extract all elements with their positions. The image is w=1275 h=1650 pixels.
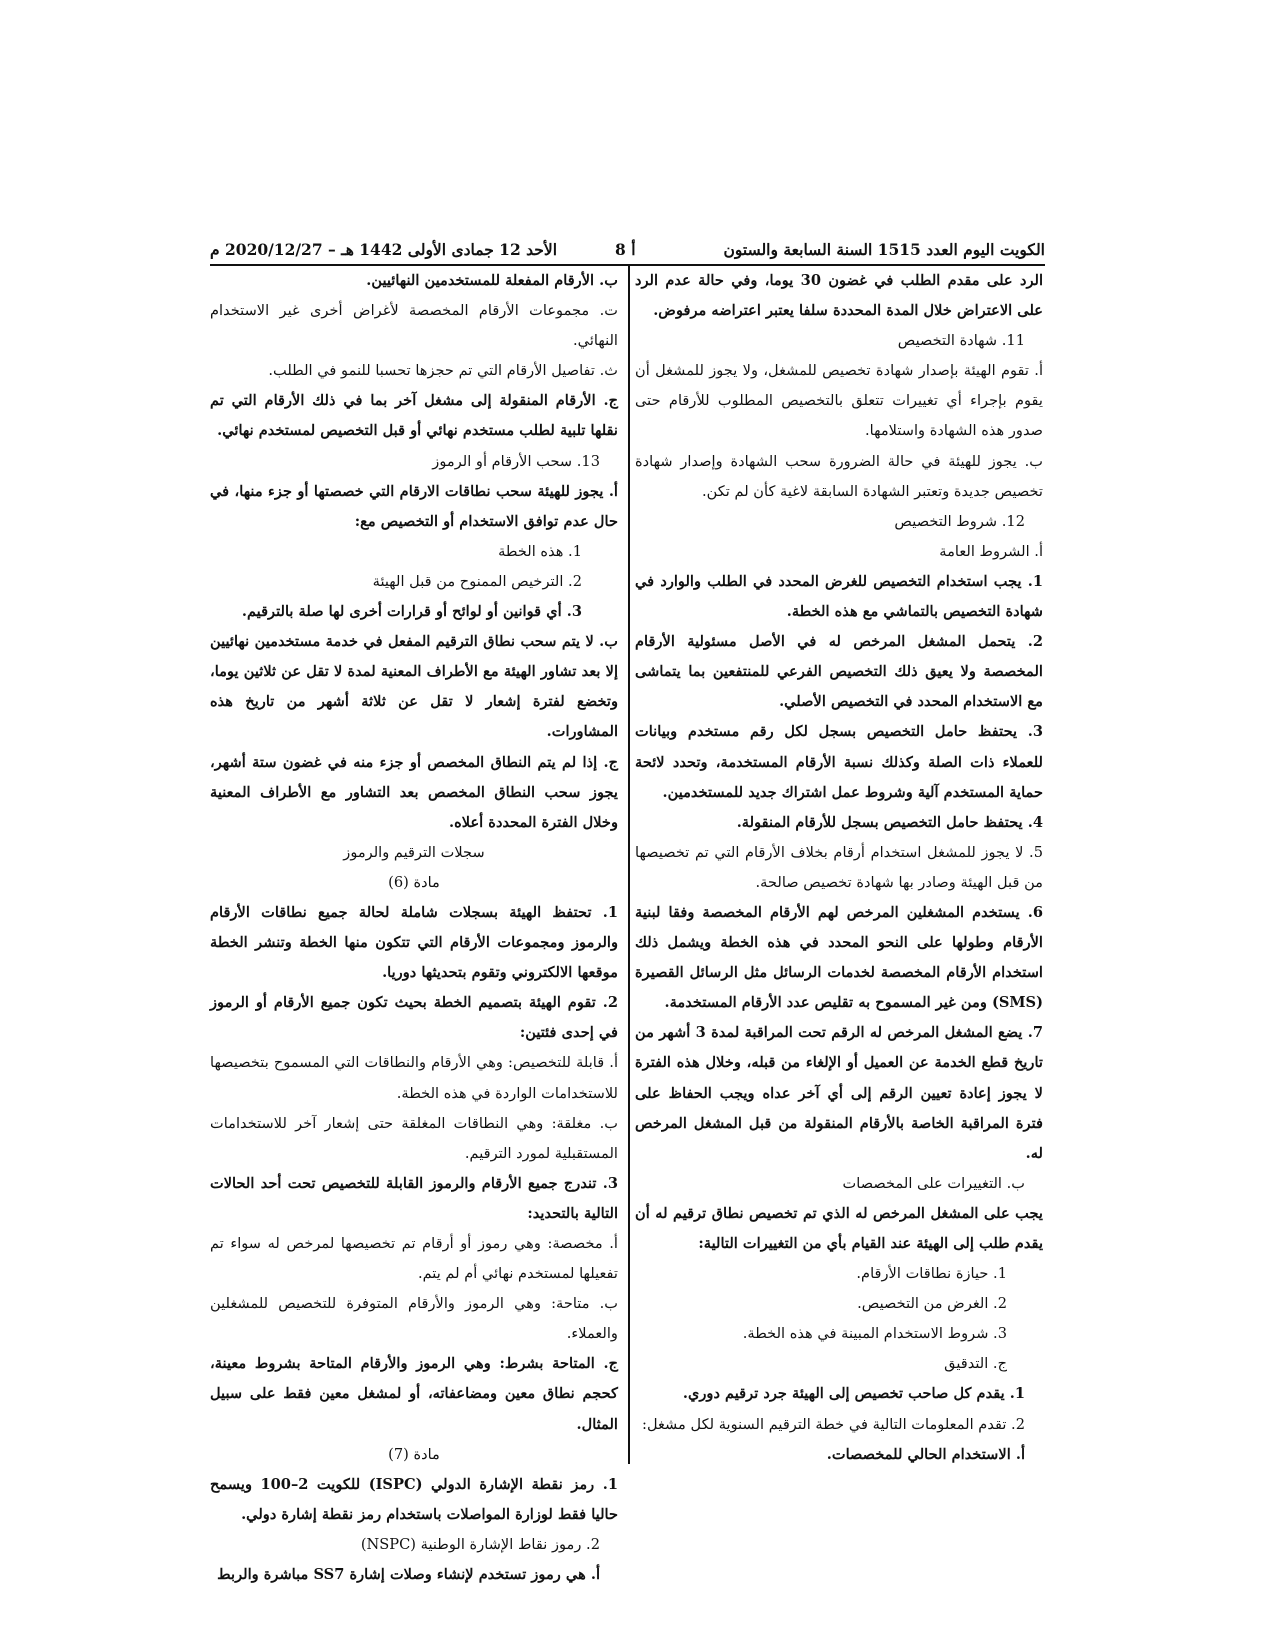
paragraph: أ. الاستخدام الحالي للمخصصات. [826,1445,1025,1463]
paragraph: 4. يحتفظ حامل التخصيص بسجل للأرقام المنقولة. [736,813,1043,831]
paragraph: أ. مخصصة: وهي رموز أو أرقام تم تخصيصها لمرخص له سواء تم تفعيلها لمستخدم نهائي أم لم يتم. [210,1235,618,1283]
paragraph: 11. شهادة التخصيص [897,332,1025,350]
paragraph: أ. الشروط العامة [939,542,1043,560]
paragraph: ت. مجموعات الأرقام المخصصة لأغراض أخرى غير الاستخدام النهائي. [210,302,618,350]
column-divider [628,266,630,1464]
paragraph: 6. يستخدم المشغلين المرخص لهم الأرقام المخصصة وفقا لبنية الأرقام وطولها على النحو المحدد في هذه الخطة ويشمل ذلك استخدام الأرقام المخصصة لخدمات الرسائل مثل الرسائل القصيرة (SMS) ومن غير المسموح به تقليص عدد الأرقام المستخدمة. [635,903,1043,1012]
page-header [210,238,1045,266]
paragraph: 2. تقوم الهيئة بتصميم الخطة بحيث تكون جميع الأرقام أو الرموز في إحدى فئتين: [210,994,618,1042]
paragraph: ب. التغييرات على المخصصات [842,1174,1025,1192]
paragraph: 1. رمز نقطة الإشارة الدولي (ISPC) للكويت 2–100 ويسمح حاليا فقط لوزارة المواصلات باستخدام رمز نقطة إشارة دولي. [210,1475,618,1523]
paragraph: الرد على مقدم الطلب في غضون 30 يوما، وفي حالة عدم الرد على الاعتراض خلال المدة المحددة سلفا يعتبر اعتراضه مرفوض. [635,272,1043,320]
paragraph: أ. قابلة للتخصيص: وهي الأرقام والنطاقات التي المسموح بتخصيصها للاستخدامات الواردة في هذه الخطة. [210,1054,618,1102]
paragraph: 2. يتحمل المشغل المرخص له في الأصل مسئولية الأرقام المخصصة ولا يعيق ذلك التخصيص الفرعي للمنتفعين بما يتماشى مع الاستخدام المحدد في التخصيص الأصلي. [635,633,1043,711]
paragraph: ب. متاحة: وهي الرموز والأرقام المتوفرة للتخصيص للمشغلين والعملاء. [210,1295,618,1343]
paragraph: 3. أي قوانين أو لوائح أو قرارات أخرى لها صلة بالترقيم. [241,603,582,621]
paragraph: أ. يجوز للهيئة سحب نطاقات الارقام التي خصصتها أو جزء منها، في حال عدم توافق الاستخدام أو التخصيص مع: [210,482,618,530]
header-page-number: أ 8 [615,240,636,259]
paragraph: ب. لا يتم سحب نطاق الترقيم المفعل في خدمة مستخدمين نهائيين إلا بعد تشاور الهيئة مع الأطراف المعنية لمدة لا تقل عن ثلاثين يوما، وتخضع لفترة إشعار لا تقل عن ثلاثة أشهر من تاريخ هذه المشاورات. [210,633,618,741]
paragraph: 1. حيازة نطاقات الأرقام. [856,1265,1007,1283]
header-issue-info: الكويت اليوم العدد 1515 السنة السابعة والستون [723,240,1045,259]
paragraph: 1. هذه الخطة [498,542,582,560]
paragraph: 7. يضع المشغل المرخص له الرقم تحت المراقبة لمدة 3 أشهر من تاريخ قطع الخدمة عن العميل أو الإلغاء من قبله، وخلال هذه الفترة لا يجوز إعادة تعيين الرقم إلى أي آخر عداه ويجب الحفاظ على فترة المراقبة الخاصة بالأرقام المنقولة من قبل المشغل المرخص له. [635,1024,1044,1162]
paragraph: ج. التدقيق [944,1355,1007,1373]
paragraph: مادة (6) [388,873,440,891]
left-column [210,266,618,1590]
paragraph: ب. مغلقة: وهي النطاقات المغلقة حتى إشعار آخر للاستخدامات المستقبلية لمورد الترقيم. [210,1114,618,1162]
paragraph: 13. سحب الأرقام أو الرموز [432,452,600,470]
paragraph: 1. يجب استخدام التخصيص للغرض المحدد في الطلب والوارد في شهادة التخصيص بالتماشي مع هذه الخطة. [635,572,1043,621]
paragraph: ب. يجوز للهيئة في حالة الضرورة سحب الشهادة وإصدار شهادة تخصيص جديدة وتعتبر الشهادة السابقة لاغية كأن لم تكن. [635,452,1043,500]
paragraph: أ. تقوم الهيئة بإصدار شهادة تخصيص للمشغل، ولا يجوز للمشغل أن يقوم بإجراء أي تغييرات تتعلق بالتخصيص المطلوب للأرقام حتى صدور هذه الشهادة واستلامها. [635,362,1043,440]
paragraph: 3. يحتفظ حامل التخصيص بسجل لكل رقم مستخدم وبيانات للعملاء ذات الصلة وكذلك نسبة الأرقام المستخدمة، وتحدد لائحة حماية المستخدم آلية وشروط عمل اشتراك جديد للمستخدمين. [635,723,1043,801]
paragraph: سجلات الترقيم والرموز [343,843,485,861]
paragraph: 2. رموز نقاط الإشارة الوطنية (NSPC) [360,1535,600,1553]
paragraph: 5. لا يجوز للمشغل استخدام أرقام بخلاف الأرقام التي تم تخصيصها من قبل الهيئة وصادر بها شهادة تخصيص صالحة. [635,843,1043,891]
paragraph: ب. الأرقام المفعلة للمستخدمين النهائيين. [366,272,618,289]
paragraph: ج. الأرقام المنقولة إلى مشغل آخر بما في ذلك الأرقام التي تم نقلها تلبية لطلب مستخدم نهائي أو قبل التخصيص لمستخدم نهائي. [210,392,618,440]
paragraph: 1. يقدم كل صاحب تخصيص إلى الهيئة جرد ترقيم دوري. [682,1385,1025,1403]
paragraph: ج. المتاحة بشرط: وهي الرموز والأرقام المتاحة بشروط معينة، كحجم نطاق معين ومضاعفاته، أو لمشغل معين فقط على سبيل المثال. [210,1355,618,1433]
paragraph: 12. شروط التخصيص [894,512,1025,530]
paragraph: 2. تقدم المعلومات التالية في خطة الترقيم السنوية لكل مشغل: [642,1415,1025,1433]
paragraph: ث. تفاصيل الأرقام التي تم حجزها تحسبا للنمو في الطلب. [268,362,618,380]
paragraph: 2. الترخيص الممنوح من قبل الهيئة [372,572,582,590]
paragraph: 1. تحتفظ الهيئة بسجلات شاملة لحالة جميع نطاقات الأرقام والرموز ومجموعات الأرقام التي تتكون منها الخطة وتنشر الخطة موقعها الالكتروني وتقوم بتحديثها دوريا. [210,903,618,982]
paragraph: يجب على المشغل المرخص له الذي تم تخصيص نطاق ترقيم له أن يقدم طلب إلى الهيئة عند القيام بأي من التغييرات التالية: [635,1204,1043,1252]
header-date: الأحد 12 جمادى الأولى 1442 هـ – 2020/12/27 م [210,240,558,259]
paragraph: 3. تندرج جميع الأرقام والرموز القابلة للتخصيص تحت أحد الحالات التالية بالتحديد: [210,1174,618,1222]
paragraph: 3. شروط الاستخدام المبينة في هذه الخطة. [742,1325,1007,1343]
right-column [635,266,1043,1470]
paragraph: أ. هي رموز تستخدم لإنشاء وصلات إشارة SS7 مباشرة والربط [217,1566,600,1584]
paragraph: ج. إذا لم يتم النطاق المخصص أو جزء منه في غضون ستة أشهر، يجوز سحب النطاق المخصص بعد التشاور مع الأطراف المعنية وخلال الفترة المحددة أعلاه. [210,753,618,831]
paragraph: 2. الغرض من التخصيص. [857,1295,1007,1313]
paragraph: مادة (7) [388,1445,440,1463]
